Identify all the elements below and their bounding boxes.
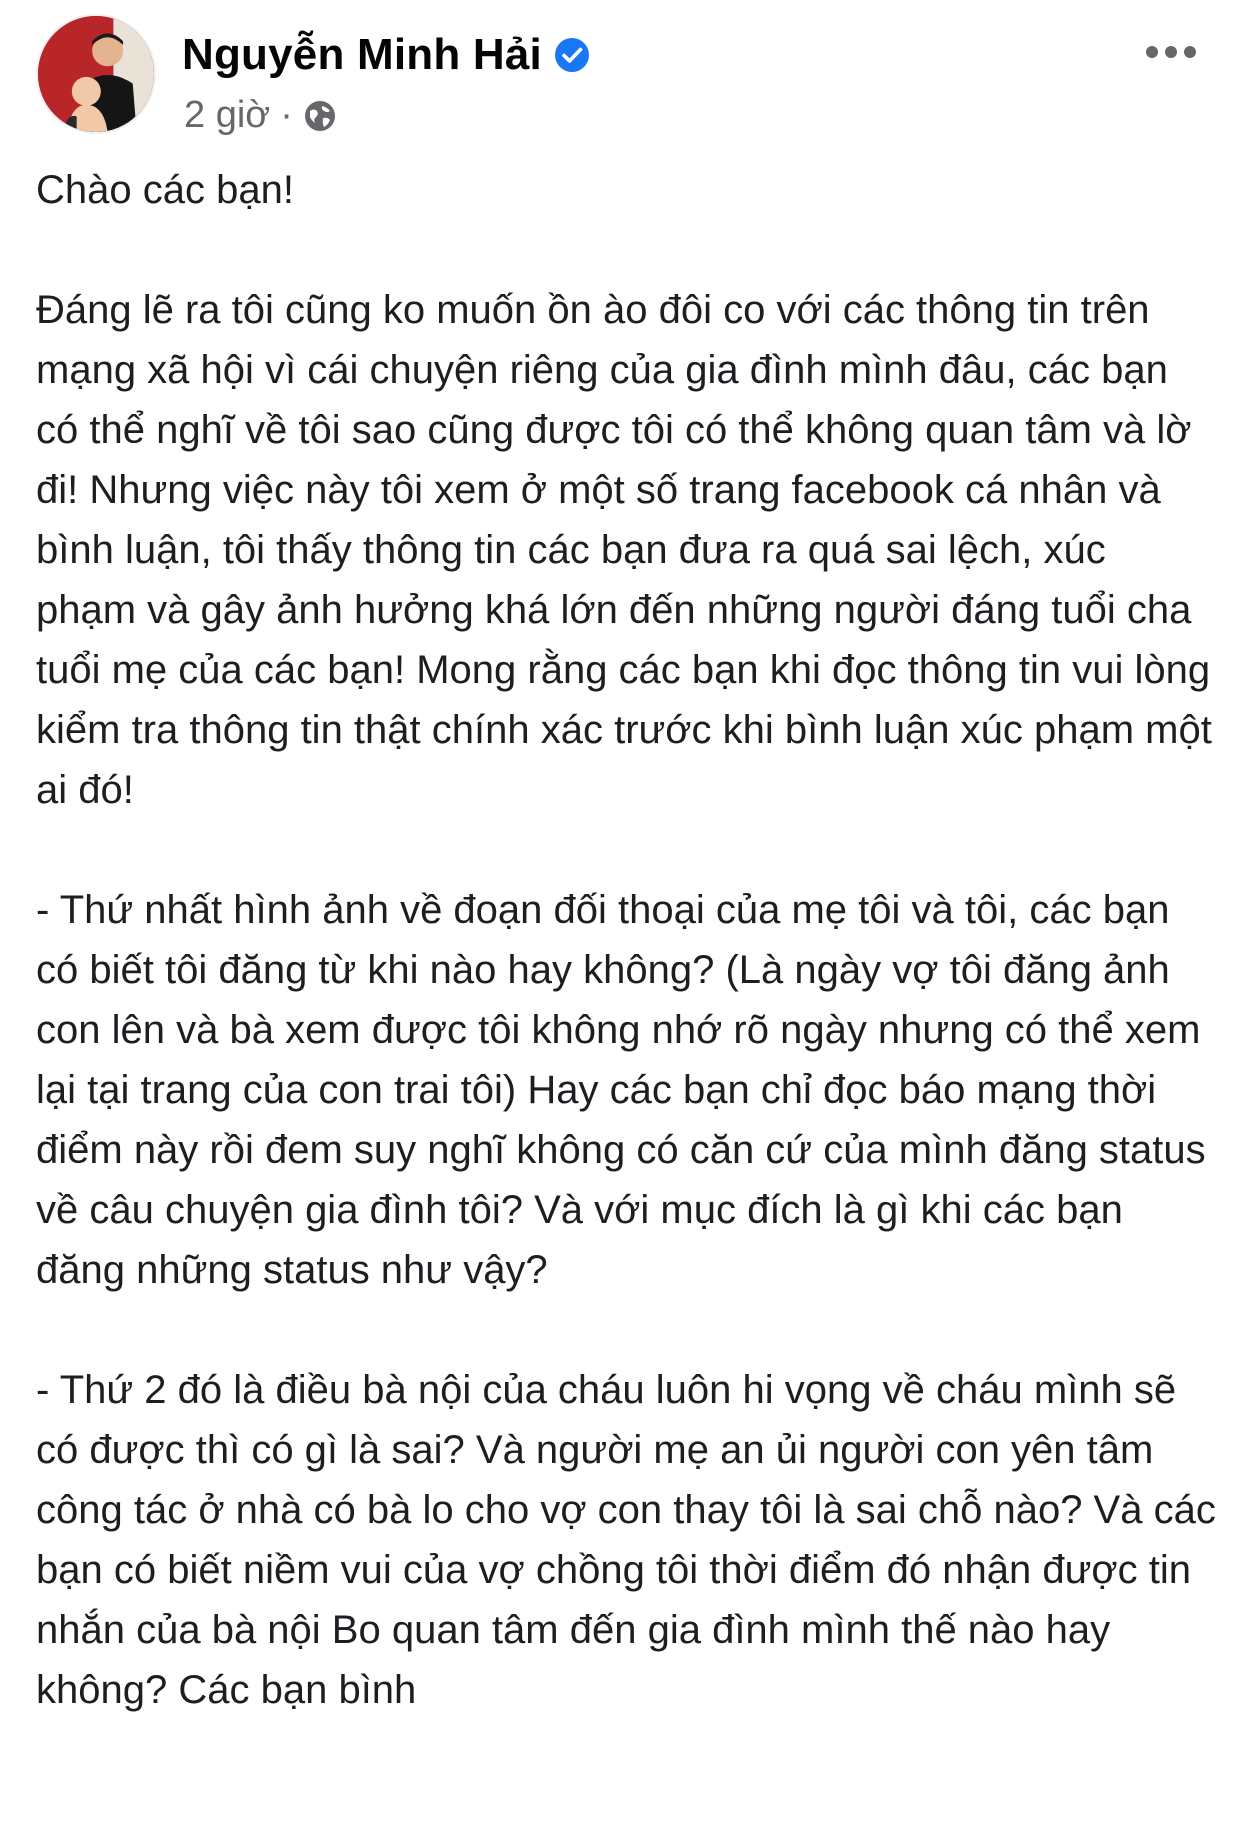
more-options-dot xyxy=(1184,46,1196,58)
post-header xyxy=(36,14,1206,134)
post-body xyxy=(36,160,1216,1780)
post-meta xyxy=(184,94,337,137)
post-paragraph-intro: Đáng lẽ ra tôi cũng ko muốn ồn ào đôi co với các thông tin trên mạng xã hội vì cái chuyện riêng của gia đình mình đâu, các bạn có thể nghĩ về tôi sao cũng được tôi có thể không quan tâm và lờ đi! Nhưng việc này tôi xem ở một số trang facebook cá nhân và bình luận, tôi thấy thông tin các bạn đưa ra quá sai lệch, xúc phạm và gây ảnh hưởng khá lớn đến những người đáng tuổi cha tuổi mẹ của các bạn! Mong rằng các bạn khi đọc thông tin vui lòng kiểm tra thông tin thật chính xác trước khi bình luận xúc phạm một ai đó! xyxy=(36,288,1212,812)
more-options-dot xyxy=(1165,46,1177,58)
author-name-row xyxy=(182,30,590,80)
author-name[interactable]: Nguyễn Minh Hải xyxy=(182,30,542,79)
post-time[interactable]: 2 giờ xyxy=(184,94,271,136)
more-options-icon xyxy=(1146,46,1158,58)
verified-badge-icon xyxy=(554,37,590,73)
meta-separator: · xyxy=(280,94,293,136)
author-avatar[interactable] xyxy=(36,14,156,134)
post-paragraph-greeting: Chào các bạn! xyxy=(36,168,294,212)
post-paragraph-first-point: - Thứ nhất hình ảnh về đoạn đối thoại của mẹ tôi và tôi, các bạn có biết tôi đăng từ khi nào hay không? (Là ngày vợ tôi đăng ảnh con lên và bà xem được tôi không nhớ rõ ngày nhưng có thể xem lại tại trang của con trai tôi) Hay các bạn chỉ đọc báo mạng thời điểm này rồi đem suy nghĩ không có căn cứ của mình đăng status về câu chuyện gia đình tôi? Và với mục đích là gì khi các bạn đăng những status như vậy? xyxy=(36,888,1206,1292)
avatar-photo-icon xyxy=(38,16,154,132)
globe-icon[interactable] xyxy=(303,99,337,133)
more-options-button[interactable] xyxy=(1136,32,1206,72)
post-paragraph-second-point: - Thứ 2 đó là điều bà nội của cháu luôn hi vọng về cháu mình sẽ có được thì có gì là sai? Và người mẹ an ủi người con yên tâm công tác ở nhà có bà lo cho vợ con thay tôi là sai chỗ nào? Và các bạn có biết niềm vui của vợ chồng tôi thời điểm đó nhận được tin nhắn của bà nội Bo quan tâm đến gia đình mình thế nào hay không? Các bạn bình xyxy=(36,1368,1216,1712)
